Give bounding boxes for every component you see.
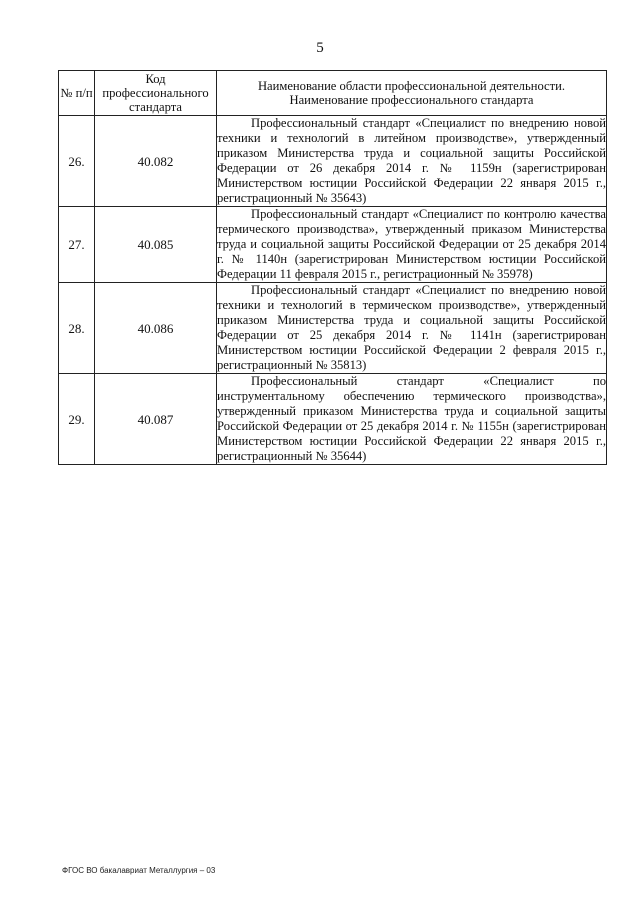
standard-name: Профессиональный стандарт «Специалист по внедрению новой техники и технологий в термическом производстве», утвержденный приказом Министерства труда и социальной защиты Российской Федерации от 25 декабря 2014 г. № 1141н (зарегистрирован Министерством юстиции Российской Федерации 2 февраля 2015 г., регистрационный № 35813) [217,283,606,372]
header-num: № п/п [59,71,95,116]
table-row [59,283,607,374]
row-number: 27. [59,207,95,283]
standard-code: 40.086 [95,283,217,374]
standard-code: 40.087 [95,374,217,465]
row-number: 28. [59,283,95,374]
header-code: Код профессионального стандарта [95,71,217,116]
row-number: 29. [59,374,95,465]
table-header-row [59,71,607,116]
standard-name: Профессиональный стандарт «Специалист по внедрению новой техники и технологий в литейном производстве», утвержденный приказом Министерства труда и социальной защиты Российской Федерации от 26 декабря 2014 г. № 1159н (зарегистрирован Министерством юстиции Российской Федерации 22 января 2015 г., регистрационный № 35643) [217,116,606,205]
header-name [217,71,607,116]
table-row [59,374,607,465]
page-number: 5 [316,40,324,56]
standard-code: 40.085 [95,207,217,283]
document-footer: ФГОС ВО бакалавриат Металлургия – 03 [62,866,216,875]
table-row [59,207,607,283]
header-name-line2: Наименование профессионального стандарта [289,93,534,107]
standard-name: Профессиональный стандарт «Специалист по контролю качества термического производства», утвержденный приказом Министерства труда и социальной защиты Российской Федерации от 25 декабря 2014 г. № 1140н (зарегистрирован Министерством юстиции Российской Федерации 11 февраля 2015 г., регистрационный № 35978) [217,207,606,281]
standard-name: Профессиональный стандарт «Специалист по инструментальному обеспечению термического производства», утвержденный приказом Министерства труда и социальной защиты Российской Федерации от 25 декабря 2014 г. № 1155н (зарегистрирован Министерством юстиции Российской Федерации 22 января 2015 г., регистрационный № 35644) [217,374,606,463]
header-name-line1: Наименование области профессиональной деятельности. [257,79,566,93]
row-number: 26. [59,116,95,207]
standard-code: 40.082 [95,116,217,207]
table-row [59,116,607,207]
professional-standards-table [58,70,607,465]
